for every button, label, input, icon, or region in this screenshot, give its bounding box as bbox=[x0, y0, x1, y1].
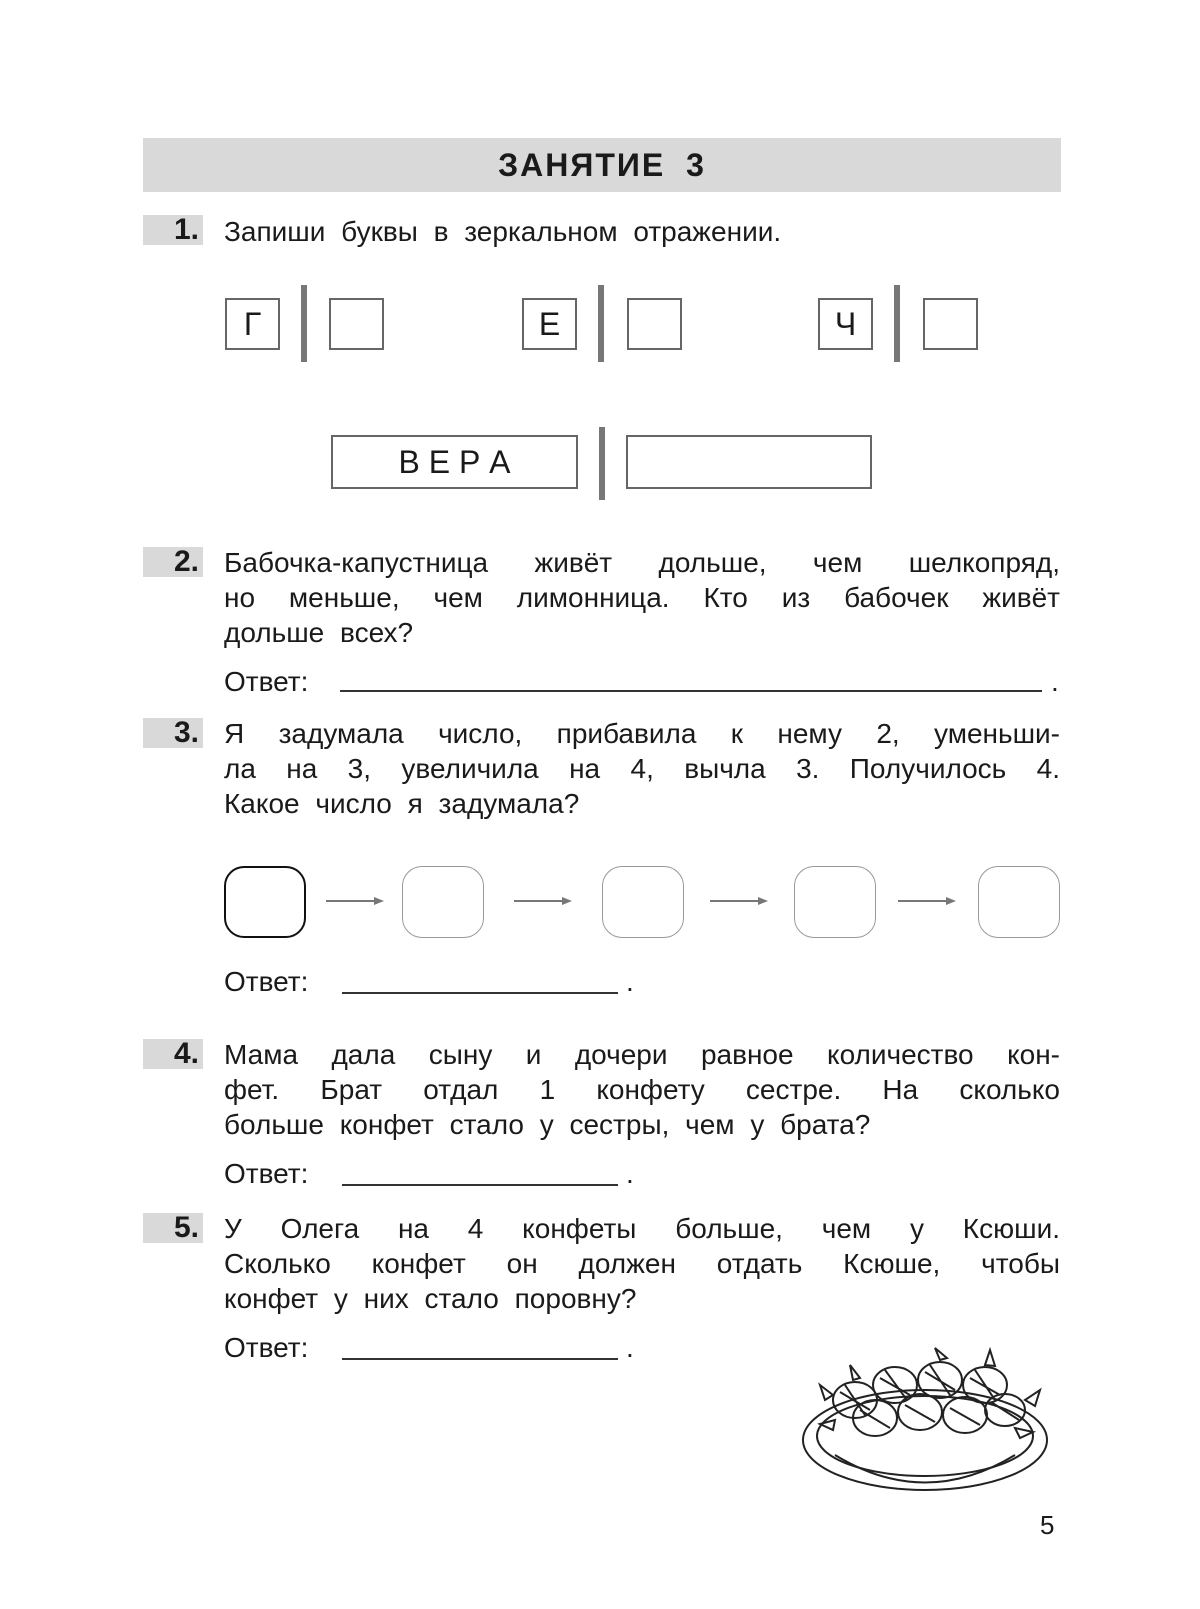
letter-box-e: Е bbox=[522, 298, 577, 350]
task-5-line: У Олега на 4 конфеты больше, чем у Ксюши. bbox=[224, 1213, 1060, 1244]
word-box: В Е Р А bbox=[331, 435, 578, 489]
task-5-line: Сколько конфет он должен отдать Ксюше, чтобы bbox=[224, 1248, 1060, 1279]
mirror-answer-box[interactable] bbox=[329, 298, 384, 350]
task-number-1: 1. bbox=[143, 215, 203, 245]
number-chain-box[interactable] bbox=[794, 866, 876, 938]
task-2-line: Бабочка-капустница живёт дольше, чем шелкопряд, bbox=[224, 547, 1060, 578]
task-number-2: 2. bbox=[143, 547, 203, 577]
task-number-4: 4. bbox=[143, 1039, 203, 1069]
task-3-line: ла на 3, увеличила на 4, вычла 3. Получилось 4. bbox=[224, 753, 1060, 784]
candy-bowl-illustration bbox=[795, 1340, 1055, 1505]
answer-line[interactable] bbox=[340, 690, 1042, 692]
mirror-answer-box[interactable] bbox=[627, 298, 682, 350]
answer-period: . bbox=[626, 1332, 634, 1363]
task-5-line: конфет у них стало поровну? bbox=[224, 1283, 637, 1314]
task-2-line: дольше всех? bbox=[224, 617, 414, 648]
letter-box-g: Г bbox=[225, 298, 280, 350]
mirror-line bbox=[598, 285, 604, 362]
arrow-icon bbox=[710, 895, 770, 907]
mirror-line bbox=[894, 285, 900, 362]
arrow-icon bbox=[326, 895, 386, 907]
mirror-answer-box[interactable] bbox=[923, 298, 978, 350]
mirror-line bbox=[301, 285, 307, 362]
answer-line[interactable] bbox=[342, 1184, 618, 1186]
answer-label: Ответ: bbox=[224, 1158, 309, 1189]
number-chain-box[interactable] bbox=[224, 866, 306, 938]
answer-line[interactable] bbox=[342, 992, 618, 994]
arrow-icon bbox=[898, 895, 958, 907]
task-3-line: Я задумала число, прибавила к нему 2, уменьши- bbox=[224, 718, 1060, 749]
lesson-title: ЗАНЯТИЕ 3 bbox=[498, 146, 706, 183]
mirror-line bbox=[599, 427, 605, 500]
task-3-line: Какое число я задумала? bbox=[224, 788, 580, 819]
answer-line[interactable] bbox=[342, 1358, 618, 1360]
page-number: 5 bbox=[1040, 1510, 1055, 1540]
word-answer-box[interactable] bbox=[626, 435, 872, 489]
answer-period: . bbox=[626, 1158, 634, 1189]
lesson-header bbox=[143, 138, 1061, 192]
number-chain-box[interactable] bbox=[978, 866, 1060, 938]
number-chain-box[interactable] bbox=[402, 866, 484, 938]
answer-label: Ответ: bbox=[224, 966, 309, 997]
answer-period: . bbox=[1051, 666, 1059, 697]
task-4-line: Мама дала сыну и дочери равное количество кон- bbox=[224, 1039, 1060, 1070]
task-1-text: Запиши буквы в зеркальном отражении. bbox=[224, 216, 782, 247]
letter-box-ch: Ч bbox=[818, 298, 873, 350]
task-number-3: 3. bbox=[143, 718, 203, 748]
answer-period: . bbox=[626, 966, 634, 997]
task-4-line: фет. Брат отдал 1 конфету сестре. На сколько bbox=[224, 1074, 1060, 1105]
task-number-5: 5. bbox=[143, 1213, 203, 1243]
answer-label: Ответ: bbox=[224, 666, 309, 697]
task-2-line: но меньше, чем лимонница. Кто из бабочек живёт bbox=[224, 582, 1060, 613]
number-chain-box[interactable] bbox=[602, 866, 684, 938]
task-4-line: больше конфет стало у сестры, чем у брата? bbox=[224, 1109, 871, 1140]
answer-label: Ответ: bbox=[224, 1332, 309, 1363]
arrow-icon bbox=[514, 895, 574, 907]
